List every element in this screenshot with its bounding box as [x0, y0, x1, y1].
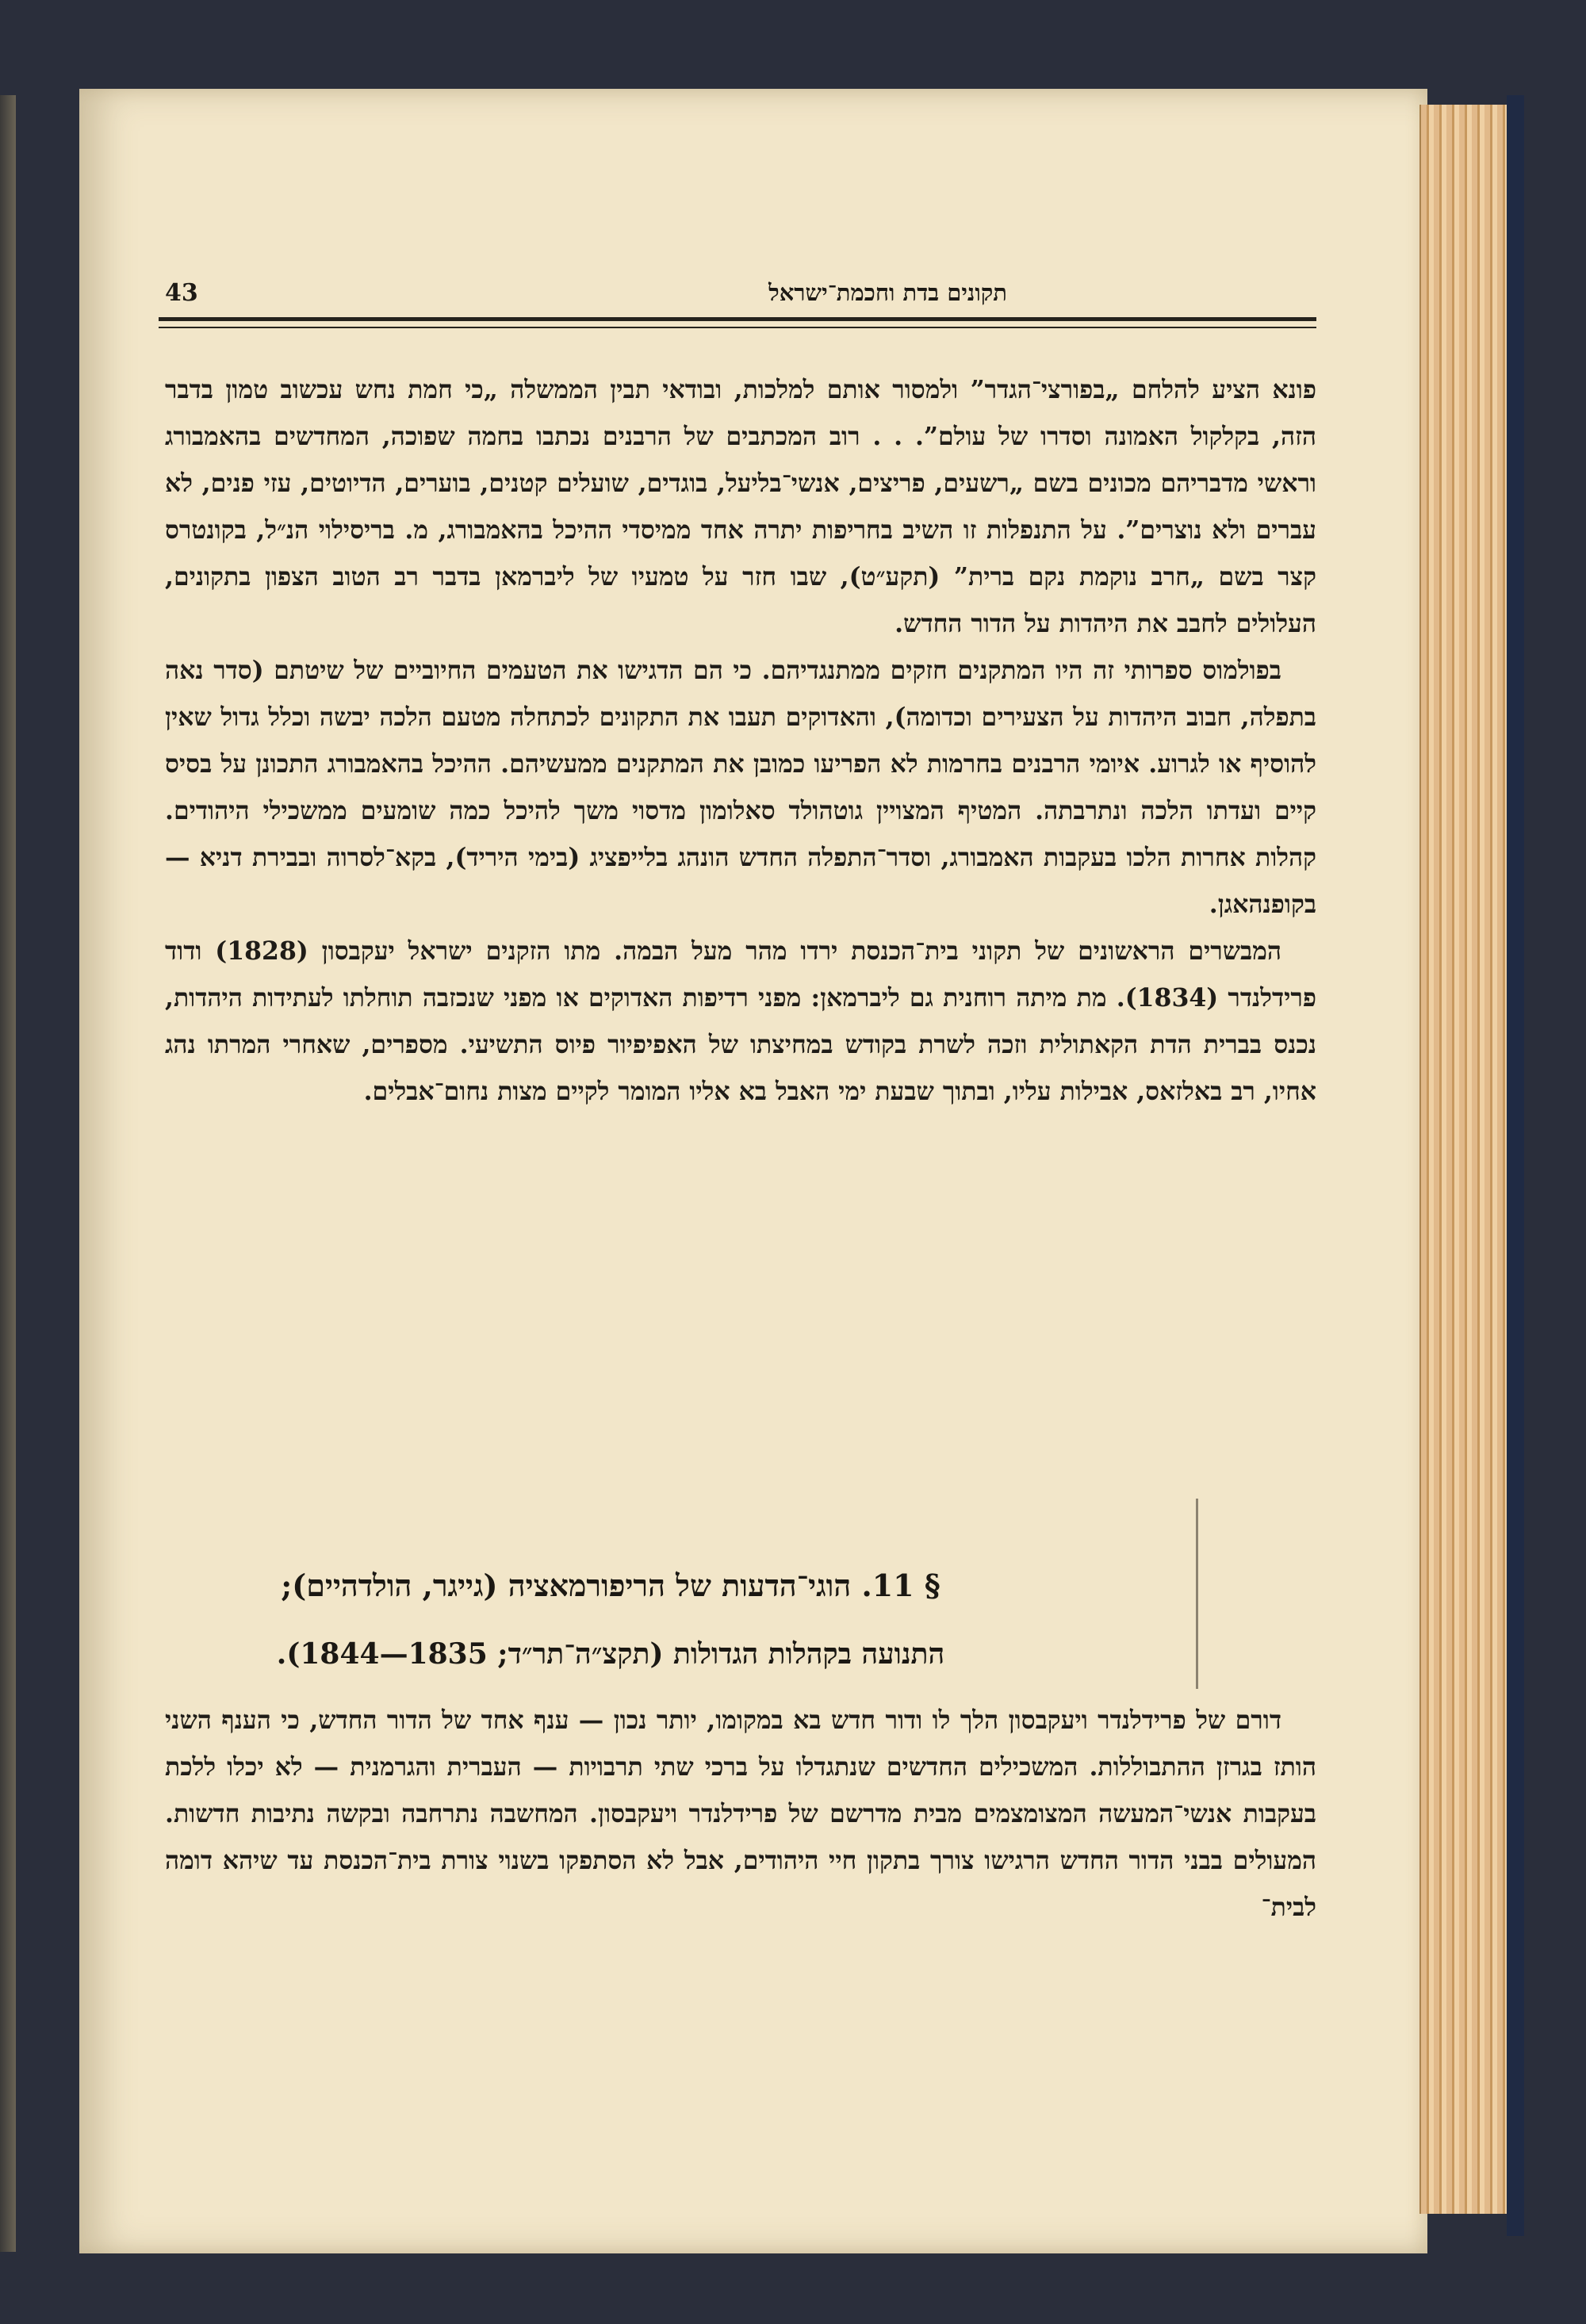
paragraph-3: המבשרים הראשונים של תקוני בית־הכנסת ירדו מהר מעל הבמה. מתו הזקנים ישראל יעקבסון (1828) ודוד פרידלנדר (1834). מת מיתה רוחנית גם ליברמאן: מפני רדיפות האדוקים או מפני שנכזבה תוחלתו לעתידות היהדות, נכנס בברית הדת הקאתולית וזכה לשרת בקודש במחיצתו של האפיפיור פיוס התשיעי. מספרים, שאחרי המרתו נהג אחיו, רב באלזאס, אבילות עליו, ובתוך שבעת ימי האבל בא אליו המומר לקיים מצות נחום־אבלים.	[165, 936, 1316, 1106]
paragraph-1: פונא הציע להלחם „בפורצי־הגדר” ולמסור אותם למלכות, ובודאי תבין הממשלה „כי חמת נחש עכשוב טמון בדבר הזה, בקלקול האמונה וסדרו של עולם”. . . רוב המכתבים של הרבנים נכתבו בחמה שפוכה, המחדשים בהאמבורג וראשי מדבריהם מכונים בשם „רשעים, פריצים, אנשי־בליעל, בוגדים, שועלים קטנים, בוערים, הדיוטים, עזי פנים, לא עברים ולא נוצרים”. על התנפלות זו השיב בחריפות יתרה אחד ממיסדי ההיכל בהאמבורג, מ. בריסילוי הנ״ל, בקונטרס קצר בשם „חרב נוקמת נקם ברית” (תקע״ט), שבו חזר על טמעיו של ליברמאן בדבר רב הטוב הצפון בתקונים, העלולים לחבב את היהדות על הדור החדש.	[165, 375, 1316, 638]
running-head: תקונים בדת וחכמת־ישראל	[768, 279, 1007, 306]
book-cover-edge	[1507, 95, 1524, 2236]
main-text	[165, 366, 1316, 1115]
left-page-edge	[0, 95, 16, 2252]
paragraph-2: בפולמוס ספרותי זה היו המתקנים חזקים ממתנגדיהם. כי הם הדגישו את הטעמים החיוביים של שיטתם (סדר נאה בתפלה, חבוב היהדות על הצעירים וכדומה), והאדוקים תעבו את התקונים לכתחלה מטעם הלכה יבשה וכלל גדול שאין להוסיף או לגרוע. איומי הרבנים בחרמות לא הפריעו כמובן את המתקנים ממעשיהם. ההיכל בהאמבורג התכונן על בסיס קיים ועדתו הלכה ונתרבתה. המטיף המצויין גוטהולד סאלומון מדסוי משך להיכל כמה שומעים ממשכילי היהודים. קהלות אחרות הלכו בעקבות האמבורג, וסדר־התפלה החדש הונהג בלייפציג (בימי היריד), בקא־לסרוה ובבירת דניא — בקופנהאגן.	[165, 656, 1316, 919]
page-stack-edge	[1419, 105, 1508, 2214]
page-header	[159, 278, 1316, 317]
paragraph-4: דורם של פרידלנדר ויעקבסון הלך לו ודור חדש בא במקומו, יותר נכון — ענף אחד של הדור החדש, כי הענף השני הותז בגרזן ההתבוללות. המשכילים החדשים שנתגדלו על ברכי שתי תרבויות — העברית והגרמנית — לא יכלו ללכת בעקבות אנשי־המעשה המצומצמים מבית מדרשם של פרידלנדר ויעקבסון. המחשבה נתרחבה ובקשה נתיבות חדשות. המעולים בבני הדור החדש הרגישו צורך בתקון חיי היהודים, אבל לא הסתפקו בשנוי צורת בית־הכנסת עד שיהא דומה לבית־	[165, 1706, 1316, 1922]
section-text	[165, 1697, 1316, 1931]
page-number: 43	[165, 279, 198, 307]
margin-stripe	[1196, 1499, 1198, 1689]
section-title: § 11. הוגי־הדעות של הריפורמאציה (גייגר, הולדהיים);	[281, 1568, 940, 1603]
header-rule-thin	[159, 327, 1316, 328]
header-rule-thick	[159, 317, 1316, 321]
section-subtitle: התנועה בקהלות הגדולות (תקצ״ה־תר״ד; 1835—1844).	[276, 1637, 945, 1671]
